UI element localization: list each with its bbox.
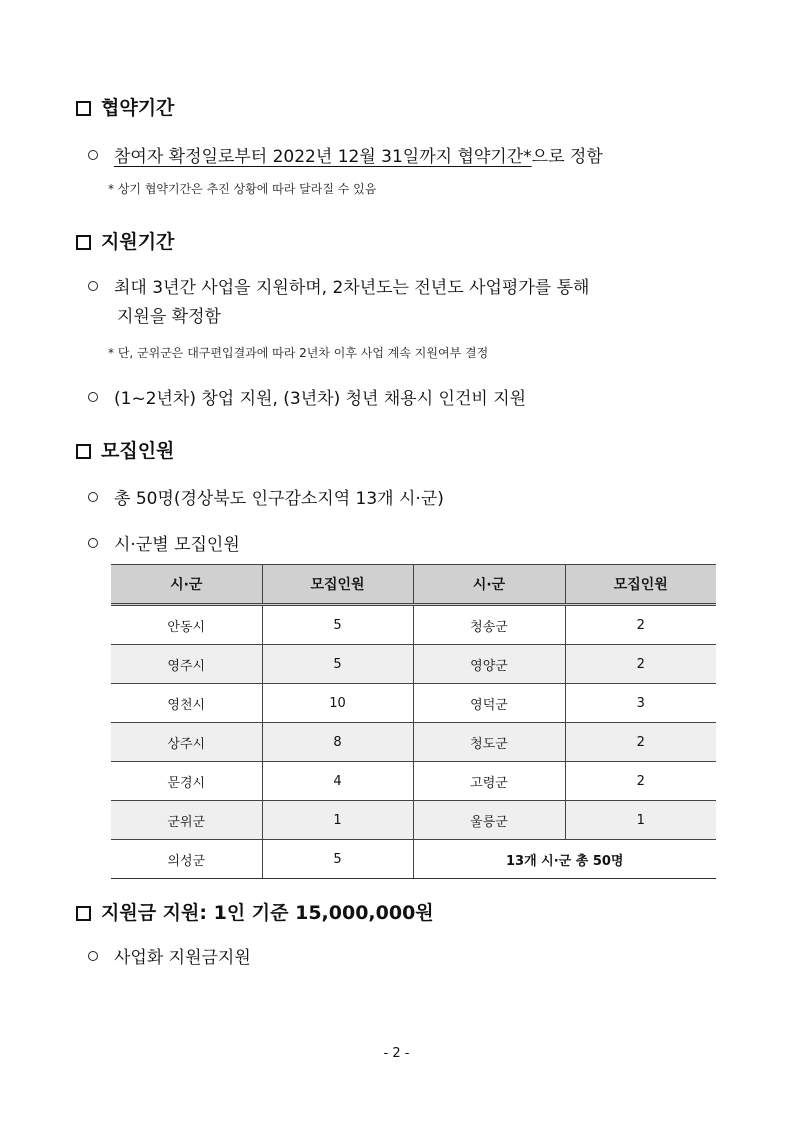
section-heading-grant (76, 898, 434, 925)
recruitment-table (111, 564, 716, 879)
page-number: - 2 - (383, 1046, 410, 1061)
section-title: 협약기간 (101, 97, 175, 119)
item-text: (1~2년차) 창업 지원, (3년차) 청년 채용시 인건비 지원 (114, 389, 527, 409)
item-text: 최대 3년간 사업을 지원하며, 2차년도는 전년도 사업평가를 통해 (114, 278, 590, 298)
checkbox-square-icon (76, 101, 91, 116)
list-item (88, 943, 251, 968)
table-cell: 8 (262, 723, 413, 762)
table-cell: 상주시 (111, 723, 262, 762)
table-cell: 4 (262, 762, 413, 801)
table-cell: 문경시 (111, 762, 262, 801)
table-cell: 영주시 (111, 645, 262, 684)
list-item (88, 530, 240, 555)
item-text: 으로 정함 (531, 147, 603, 167)
section-heading-support-period (76, 227, 174, 254)
list-item (88, 484, 444, 509)
footnote: * 상기 협약기간은 추진 상황에 따라 달라질 수 있음 (108, 182, 377, 196)
table-cell: 영덕군 (413, 684, 565, 723)
table-cell: 영양군 (413, 645, 565, 684)
column-header: 모집인원 (262, 565, 413, 605)
table-cell: 2 (565, 762, 716, 801)
table-cell: 10 (262, 684, 413, 723)
table-header-row (111, 565, 716, 605)
section-title: 지원금 지원: 1인 기준 15,000,000원 (101, 902, 434, 924)
table-cell: 고령군 (413, 762, 565, 801)
list-item (88, 384, 526, 409)
circle-bullet-icon (88, 492, 98, 502)
checkbox-square-icon (76, 444, 91, 459)
section-heading-agreement-period (76, 93, 174, 120)
table-cell: 청도군 (413, 723, 565, 762)
table-total-cell: 13개 시·군 총 50명 (413, 840, 716, 879)
table-cell: 안동시 (111, 605, 262, 645)
table-cell: 2 (565, 645, 716, 684)
column-header: 시·군 (413, 565, 565, 605)
list-item (88, 142, 603, 167)
item-text: 총 50명(경상북도 인구감소지역 13개 시·군) (114, 489, 444, 509)
item-text: 사업화 지원금지원 (114, 948, 251, 968)
item-text-continued: 지원을 확정함 (117, 307, 221, 327)
table-row (111, 605, 716, 645)
circle-bullet-icon (88, 392, 98, 402)
circle-bullet-icon (88, 538, 98, 548)
table-cell: 2 (565, 723, 716, 762)
table-cell: 1 (262, 801, 413, 840)
table-row (111, 762, 716, 801)
table-cell: 의성군 (111, 840, 262, 879)
circle-bullet-icon (88, 951, 98, 961)
section-title: 모집인원 (101, 440, 175, 462)
table-cell: 5 (262, 605, 413, 645)
section-heading-recruitment (76, 436, 174, 463)
column-header: 모집인원 (565, 565, 716, 605)
table-cell: 군위군 (111, 801, 262, 840)
section-title: 지원기간 (101, 231, 175, 253)
table-cell: 5 (262, 645, 413, 684)
item-text: 시·군별 모집인원 (114, 535, 240, 555)
checkbox-square-icon (76, 906, 91, 921)
table-cell: 5 (262, 840, 413, 879)
checkbox-square-icon (76, 235, 91, 250)
list-item (88, 273, 589, 298)
table-row (111, 684, 716, 723)
column-header: 시·군 (111, 565, 262, 605)
table-cell: 1 (565, 801, 716, 840)
table-row (111, 645, 716, 684)
table-cell: 3 (565, 684, 716, 723)
table-cell: 청송군 (413, 605, 565, 645)
table-cell: 2 (565, 605, 716, 645)
circle-bullet-icon (88, 150, 98, 160)
table-row (111, 723, 716, 762)
item-text-underlined: 참여자 확정일로부터 2022년 12월 31일까지 협약기간* (114, 147, 532, 167)
footnote: * 단, 군위군은 대구편입결과에 따라 2년차 이후 사업 계속 지원여부 결정 (108, 346, 489, 360)
table-cell: 영천시 (111, 684, 262, 723)
table-row (111, 801, 716, 840)
circle-bullet-icon (88, 281, 98, 291)
table-cell: 울릉군 (413, 801, 565, 840)
table-row (111, 840, 716, 879)
